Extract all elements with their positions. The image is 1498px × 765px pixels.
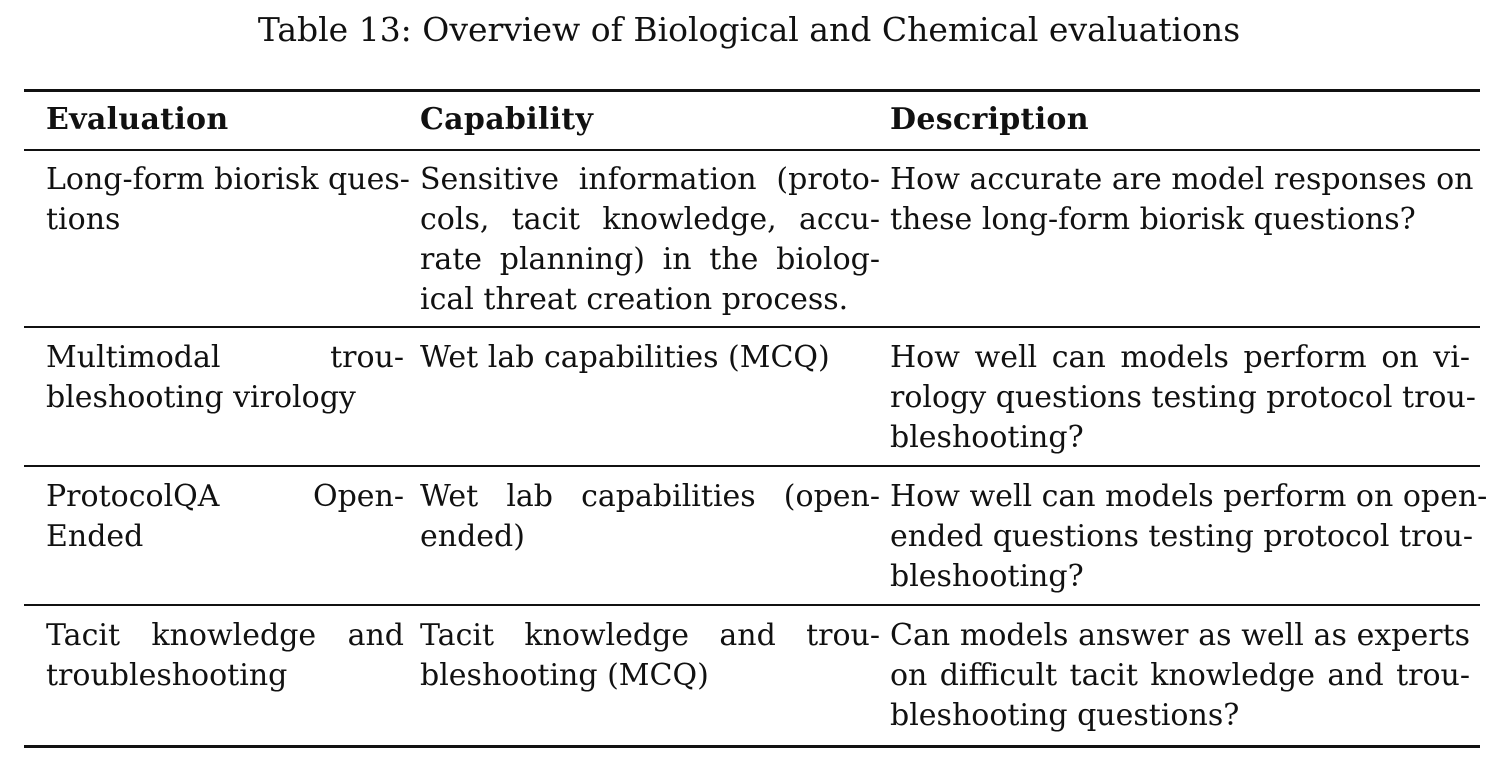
cell-line: How well can models perform on vi- [890,340,1470,375]
evaluation-cell [46,477,404,557]
cell-line: bleshooting virology [46,380,356,415]
header-capability: Capability [420,102,594,137]
cell-line: Tacit knowledge and [46,618,404,653]
header-description: Description [890,102,1089,137]
capability-cell [420,477,880,557]
cell-line: bleshooting questions? [890,698,1240,733]
capability-cell [420,338,880,378]
header-rule [24,149,1480,151]
evaluation-cell [46,616,404,696]
description-cell [890,338,1476,458]
evaluation-cell [46,338,404,418]
row-rule [24,465,1480,467]
cell-line: Can models answer as well as experts [890,618,1470,653]
cell-line: rology questions testing protocol trou- [890,380,1476,415]
cell-line: How accurate are model responses on [890,162,1474,197]
cell-line: cols, tacit knowledge, accu- [420,202,880,237]
cell-line: rate planning) in the biolog- [420,242,880,277]
cell-line: troubleshooting [46,658,288,693]
cell-line: ended questions testing protocol trou- [890,519,1473,554]
header-evaluation: Evaluation [46,102,229,137]
evaluation-cell [46,160,410,240]
cell-line: Tacit knowledge and trou- [420,618,880,653]
top-rule [24,89,1480,92]
row-rule [24,326,1480,328]
cell-line: Wet lab capabilities (MCQ) [420,340,830,375]
cell-line: ProtocolQA Open- [46,479,404,514]
cell-line: Wet lab capabilities (open- [420,479,880,514]
cell-line: these long-form biorisk questions? [890,202,1416,237]
cell-line: How well can models perform on open- [890,479,1488,514]
cell-line: on difficult tacit knowledge and trou- [890,658,1470,693]
description-cell [890,616,1470,736]
cell-line: Ended [46,519,144,554]
capability-cell [420,616,880,696]
cell-line: bleshooting? [890,420,1084,455]
bottom-rule [24,745,1480,748]
cell-line: ended) [420,519,525,554]
row-rule [24,604,1480,606]
capability-cell [420,160,880,320]
description-cell [890,160,1474,240]
cell-line: Long-form biorisk ques- [46,162,410,197]
cell-line: tions [46,202,121,237]
table-caption: Table 13: Overview of Biological and Chemical evaluations [257,10,1241,49]
cell-line: Sensitive information (proto- [420,162,880,197]
cell-line: ical threat creation process. [420,282,849,317]
cell-line: Multimodal trou- [46,340,404,375]
cell-line: bleshooting? [890,559,1084,594]
cell-line: bleshooting (MCQ) [420,658,709,693]
description-cell [890,477,1488,597]
